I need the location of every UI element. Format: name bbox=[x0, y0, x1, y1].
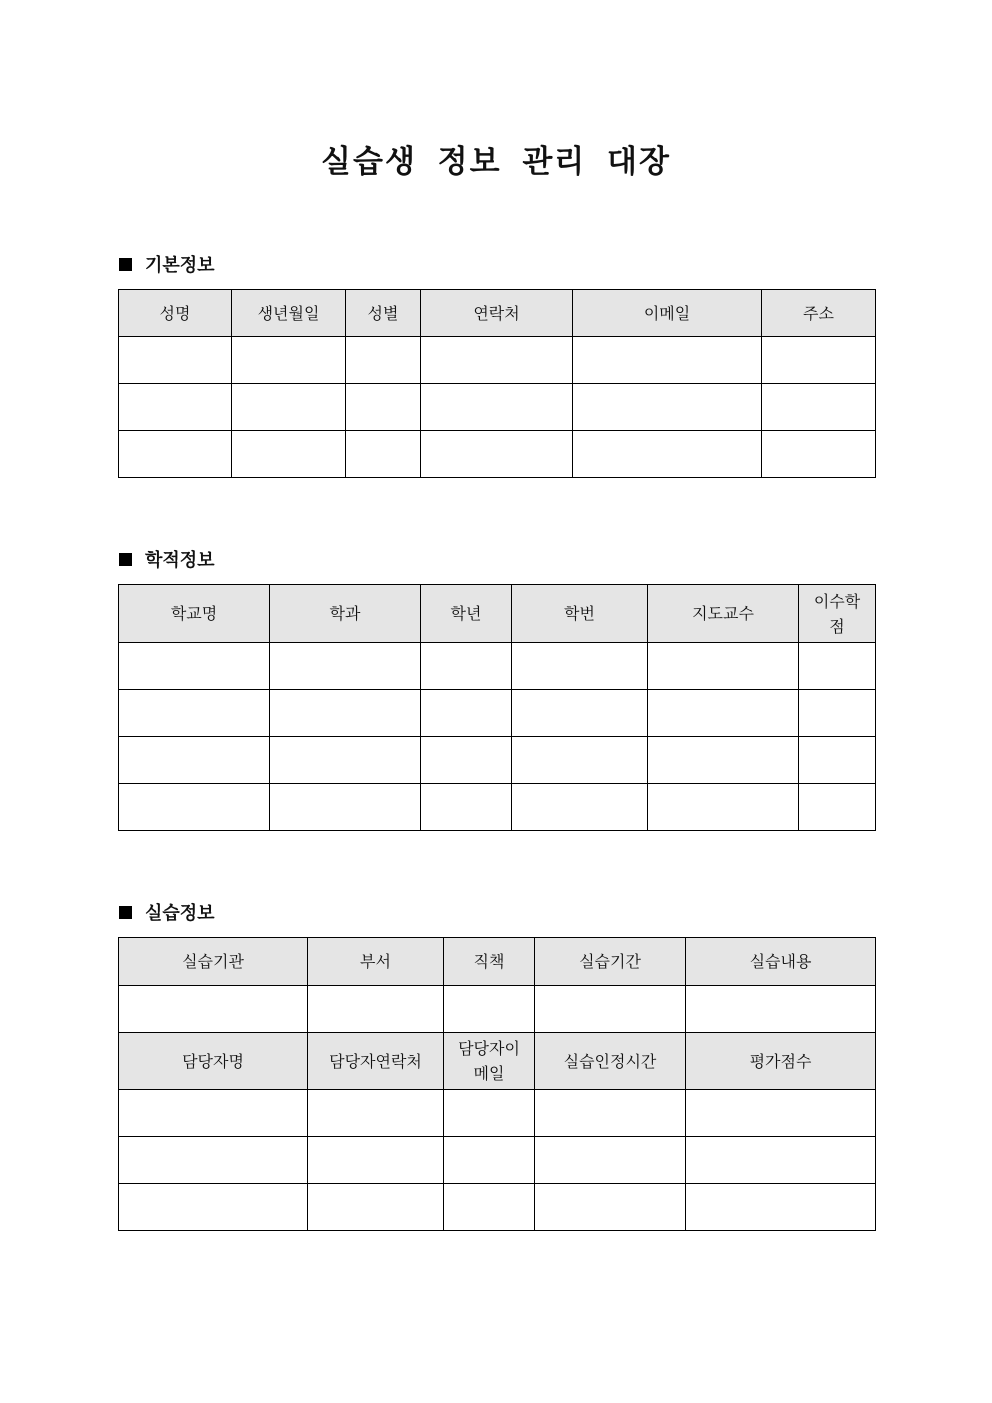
table-row bbox=[119, 384, 876, 431]
input-cell[interactable] bbox=[762, 384, 876, 431]
table-row bbox=[119, 1137, 876, 1184]
header-cell-birthdate: 생년월일 bbox=[232, 290, 346, 337]
basic-info-table bbox=[118, 289, 876, 478]
input-cell[interactable] bbox=[648, 690, 799, 737]
input-cell[interactable] bbox=[421, 737, 512, 784]
header-cell-institution: 실습기관 bbox=[119, 938, 308, 986]
input-cell[interactable] bbox=[119, 431, 232, 478]
square-bullet-icon bbox=[119, 553, 132, 566]
header-cell-address: 주소 bbox=[762, 290, 876, 337]
input-cell[interactable] bbox=[648, 784, 799, 831]
input-cell[interactable] bbox=[762, 431, 876, 478]
input-cell[interactable] bbox=[119, 337, 232, 384]
section-heading-label: 실습정보 bbox=[145, 903, 215, 924]
input-cell[interactable] bbox=[799, 737, 876, 784]
table-row bbox=[119, 337, 876, 384]
input-cell[interactable] bbox=[119, 1137, 308, 1184]
table-header-row bbox=[119, 585, 876, 643]
input-cell[interactable] bbox=[346, 384, 421, 431]
header-cell-position: 직책 bbox=[444, 938, 535, 986]
input-cell[interactable] bbox=[686, 1090, 876, 1137]
input-cell[interactable] bbox=[119, 1090, 308, 1137]
input-cell[interactable] bbox=[686, 1137, 876, 1184]
academic-info-table bbox=[118, 584, 876, 831]
input-cell[interactable] bbox=[232, 431, 346, 478]
table-row bbox=[119, 986, 876, 1033]
header-cell-recognized-hours: 실습인정시간 bbox=[535, 1033, 686, 1090]
input-cell[interactable] bbox=[346, 431, 421, 478]
header-cell-email: 이메일 bbox=[573, 290, 762, 337]
input-cell[interactable] bbox=[573, 384, 762, 431]
input-cell[interactable] bbox=[686, 1184, 876, 1231]
input-cell[interactable] bbox=[119, 784, 270, 831]
input-cell[interactable] bbox=[421, 384, 573, 431]
input-cell[interactable] bbox=[270, 737, 421, 784]
header-cell-grade: 학년 bbox=[421, 585, 512, 643]
table-row bbox=[119, 431, 876, 478]
header-cell-student-id: 학번 bbox=[512, 585, 648, 643]
header-cell-phone: 연락처 bbox=[421, 290, 573, 337]
input-cell[interactable] bbox=[119, 690, 270, 737]
internship-info-table bbox=[118, 937, 876, 1231]
input-cell[interactable] bbox=[512, 737, 648, 784]
table-header-row bbox=[119, 938, 876, 986]
input-cell[interactable] bbox=[232, 384, 346, 431]
table-row bbox=[119, 737, 876, 784]
input-cell[interactable] bbox=[308, 1090, 444, 1137]
input-cell[interactable] bbox=[799, 643, 876, 690]
section-heading-internship bbox=[119, 900, 215, 924]
table-header-row bbox=[119, 1033, 876, 1090]
input-cell[interactable] bbox=[573, 431, 762, 478]
input-cell[interactable] bbox=[799, 690, 876, 737]
input-cell[interactable] bbox=[648, 737, 799, 784]
table-header-row bbox=[119, 290, 876, 337]
input-cell[interactable] bbox=[421, 431, 573, 478]
input-cell[interactable] bbox=[573, 337, 762, 384]
header-cell-manager-name: 담당자명 bbox=[119, 1033, 308, 1090]
input-cell[interactable] bbox=[421, 784, 512, 831]
header-cell-evaluation-score: 평가점수 bbox=[686, 1033, 876, 1090]
input-cell[interactable] bbox=[421, 337, 573, 384]
square-bullet-icon bbox=[119, 258, 132, 271]
page-title: 실습생 정보 관리 대장 bbox=[321, 144, 671, 180]
table-row bbox=[119, 1090, 876, 1137]
input-cell[interactable] bbox=[308, 1137, 444, 1184]
input-cell[interactable] bbox=[119, 643, 270, 690]
header-cell-content: 실습내용 bbox=[686, 938, 876, 986]
table-row bbox=[119, 1184, 876, 1231]
input-cell[interactable] bbox=[346, 337, 421, 384]
header-cell-manager-email: 담당자이메일 bbox=[444, 1033, 535, 1090]
square-bullet-icon bbox=[119, 906, 132, 919]
header-cell-gender: 성별 bbox=[346, 290, 421, 337]
input-cell[interactable] bbox=[232, 337, 346, 384]
input-cell[interactable] bbox=[799, 784, 876, 831]
header-cell-division: 부서 bbox=[308, 938, 444, 986]
input-cell[interactable] bbox=[444, 986, 535, 1033]
input-cell[interactable] bbox=[444, 1137, 535, 1184]
input-cell[interactable] bbox=[535, 1184, 686, 1231]
input-cell[interactable] bbox=[535, 1090, 686, 1137]
header-cell-department: 학과 bbox=[270, 585, 421, 643]
input-cell[interactable] bbox=[762, 337, 876, 384]
input-cell[interactable] bbox=[119, 384, 232, 431]
header-cell-advisor: 지도교수 bbox=[648, 585, 799, 643]
input-cell[interactable] bbox=[421, 690, 512, 737]
section-heading-label: 학적정보 bbox=[145, 550, 215, 571]
input-cell[interactable] bbox=[512, 690, 648, 737]
table-row bbox=[119, 784, 876, 831]
input-cell[interactable] bbox=[512, 784, 648, 831]
input-cell[interactable] bbox=[535, 1137, 686, 1184]
input-cell[interactable] bbox=[421, 643, 512, 690]
input-cell[interactable] bbox=[119, 1184, 308, 1231]
input-cell[interactable] bbox=[119, 986, 308, 1033]
input-cell[interactable] bbox=[119, 737, 270, 784]
input-cell[interactable] bbox=[444, 1184, 535, 1231]
section-heading-label: 기본정보 bbox=[145, 255, 215, 276]
input-cell[interactable] bbox=[270, 643, 421, 690]
section-heading-academic bbox=[119, 547, 215, 571]
header-cell-credits: 이수학점 bbox=[799, 585, 876, 643]
input-cell[interactable] bbox=[686, 986, 876, 1033]
input-cell[interactable] bbox=[270, 784, 421, 831]
input-cell[interactable] bbox=[308, 986, 444, 1033]
input-cell[interactable] bbox=[444, 1090, 535, 1137]
input-cell[interactable] bbox=[512, 643, 648, 690]
input-cell[interactable] bbox=[648, 643, 799, 690]
header-cell-manager-phone: 담당자연락처 bbox=[308, 1033, 444, 1090]
table-row bbox=[119, 643, 876, 690]
header-cell-name: 성명 bbox=[119, 290, 232, 337]
section-heading-basic bbox=[119, 252, 215, 276]
input-cell[interactable] bbox=[270, 690, 421, 737]
input-cell[interactable] bbox=[535, 986, 686, 1033]
header-cell-period: 실습기간 bbox=[535, 938, 686, 986]
table-row bbox=[119, 690, 876, 737]
input-cell[interactable] bbox=[308, 1184, 444, 1231]
header-cell-school: 학교명 bbox=[119, 585, 270, 643]
